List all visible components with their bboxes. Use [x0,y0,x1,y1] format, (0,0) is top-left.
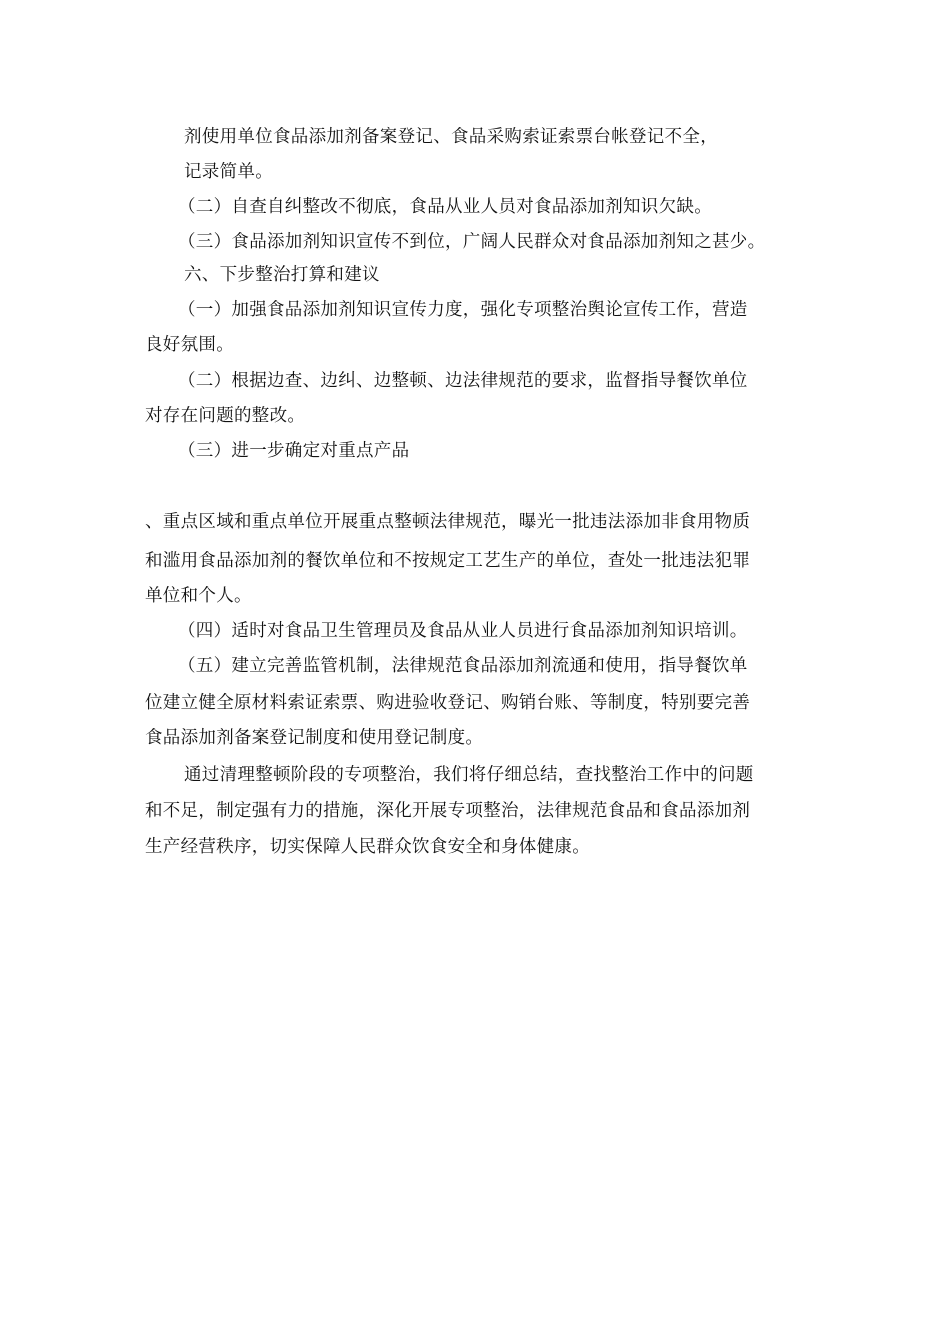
text-line: （二）自查自纠整改不彻底，食品从业人员对食品添加剂知识欠缺。 [178,197,712,217]
section-heading: 六、下步整治打算和建议 [184,265,380,285]
text-line: 位建立健全原材料索证索票、购进验收登记、购销台账、等制度，特别要完善 [145,693,751,713]
text-line: 单位和个人。 [145,586,252,606]
text-line: 对存在问题的整改。 [145,406,306,426]
text-line: 和滥用食品添加剂的餐饮单位和不按规定工艺生产的单位，查处一批违法犯罪 [145,551,751,571]
text-line: 良好氛围。 [145,335,234,355]
text-line: （三）食品添加剂知识宣传不到位，广阔人民群众对食品添加剂知之甚少。 [178,232,766,252]
text-line: 和不足，制定强有力的措施，深化开展专项整治，法律规范食品和食品添加剂 [145,801,751,821]
text-line: 食品添加剂备案登记制度和使用登记制度。 [145,728,484,748]
text-line: 剂使用单位食品添加剂备案登记、食品采购索证索票台帐登记不全， [184,127,718,147]
text-line: （二）根据边查、边纠、边整顿、边法律规范的要求，监督指导餐饮单位 [178,371,748,391]
text-line: 记录简单。 [184,162,273,182]
text-line: （一）加强食品添加剂知识宣传力度，强化专项整治舆论宣传工作，营造 [178,300,748,320]
text-line: （三）进一步确定对重点产品 [178,441,410,461]
text-line: 通过清理整顿阶段的专项整治，我们将仔细总结，查找整治工作中的问题 [184,765,754,785]
text-line: 生产经营秩序，切实保障人民群众饮食安全和身体健康。 [145,837,590,857]
text-line: 、重点区域和重点单位开展重点整顿法律规范，曝光一批违法添加非食用物质 [145,512,751,532]
text-line: （五）建立完善监管机制，法律规范食品添加剂流通和使用，指导餐饮单 [178,656,748,676]
text-line: （四）适时对食品卫生管理员及食品从业人员进行食品添加剂知识培训。 [178,621,748,641]
